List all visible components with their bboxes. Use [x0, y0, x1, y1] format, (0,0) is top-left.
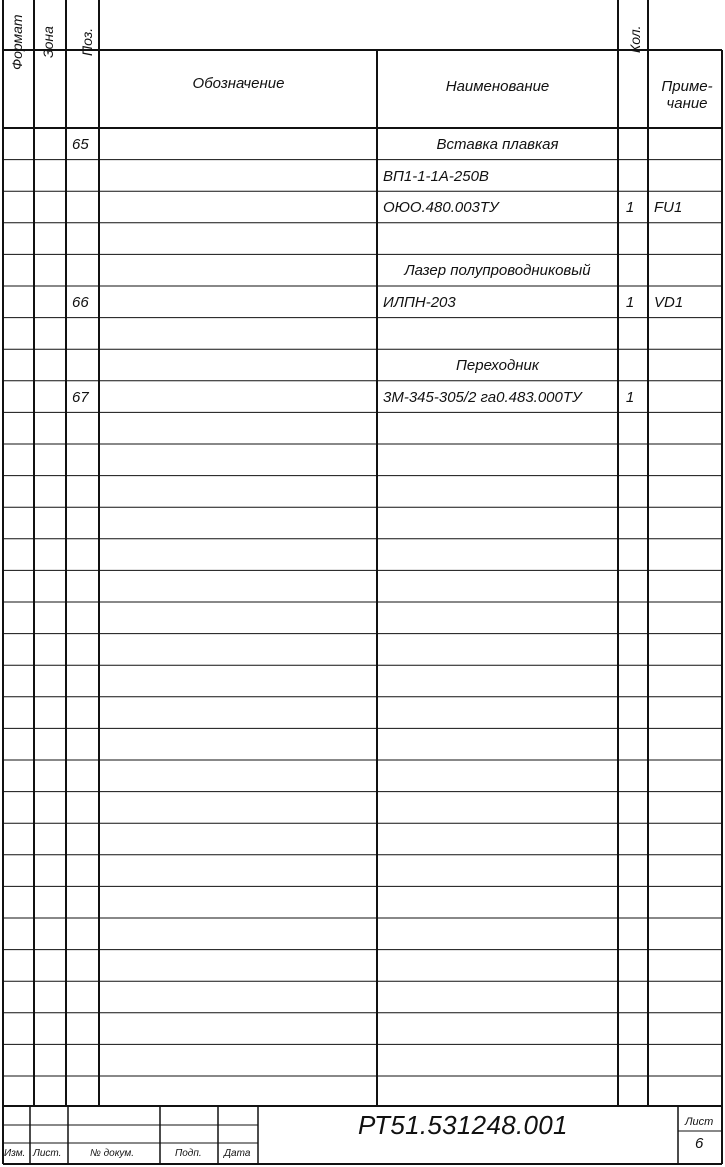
- row-qty: 1: [625, 388, 635, 406]
- header-pos: Поз.: [79, 27, 95, 56]
- row-name: ВП1-1-1А-250В: [383, 167, 489, 185]
- sheet-number: 6: [695, 1135, 704, 1152]
- document-number: РТ51.531248.001: [358, 1110, 568, 1140]
- header-name: Наименование: [445, 78, 550, 95]
- header-zone: Зона: [40, 26, 56, 58]
- label-izm: Изм.: [4, 1148, 26, 1159]
- row-qty: 1: [625, 199, 635, 217]
- row-name: ОЮО.480.003ТУ: [383, 199, 499, 217]
- header-note-line1: Приме-: [661, 78, 713, 95]
- row-pos: 67: [72, 388, 89, 406]
- header-note-line2: чание: [666, 95, 708, 112]
- header-format: Формат: [9, 14, 25, 70]
- row-note: VD1: [654, 294, 684, 311]
- row-name: Лазер полупроводниковый: [404, 262, 591, 280]
- row-name: Переходник: [456, 357, 539, 375]
- row-name: Вставка плавкая: [436, 136, 559, 153]
- label-list: Лист.: [33, 1148, 62, 1159]
- label-doc: № докум.: [90, 1148, 135, 1159]
- header-designation: Обозначение: [192, 75, 285, 92]
- row-name: 3М-345-305/2 га0.483.000ТУ: [383, 388, 582, 406]
- sheet-label: Лист: [685, 1116, 714, 1128]
- header-qty: Кол.: [627, 25, 643, 53]
- row-note: FU1: [654, 199, 683, 217]
- row-pos: 66: [72, 294, 89, 311]
- row-pos: 65: [72, 136, 89, 153]
- row-qty: 1: [625, 294, 635, 311]
- label-sign: Подп.: [175, 1148, 202, 1159]
- row-name: ИЛПН-203: [383, 294, 456, 311]
- label-date: Дата: [224, 1148, 251, 1159]
